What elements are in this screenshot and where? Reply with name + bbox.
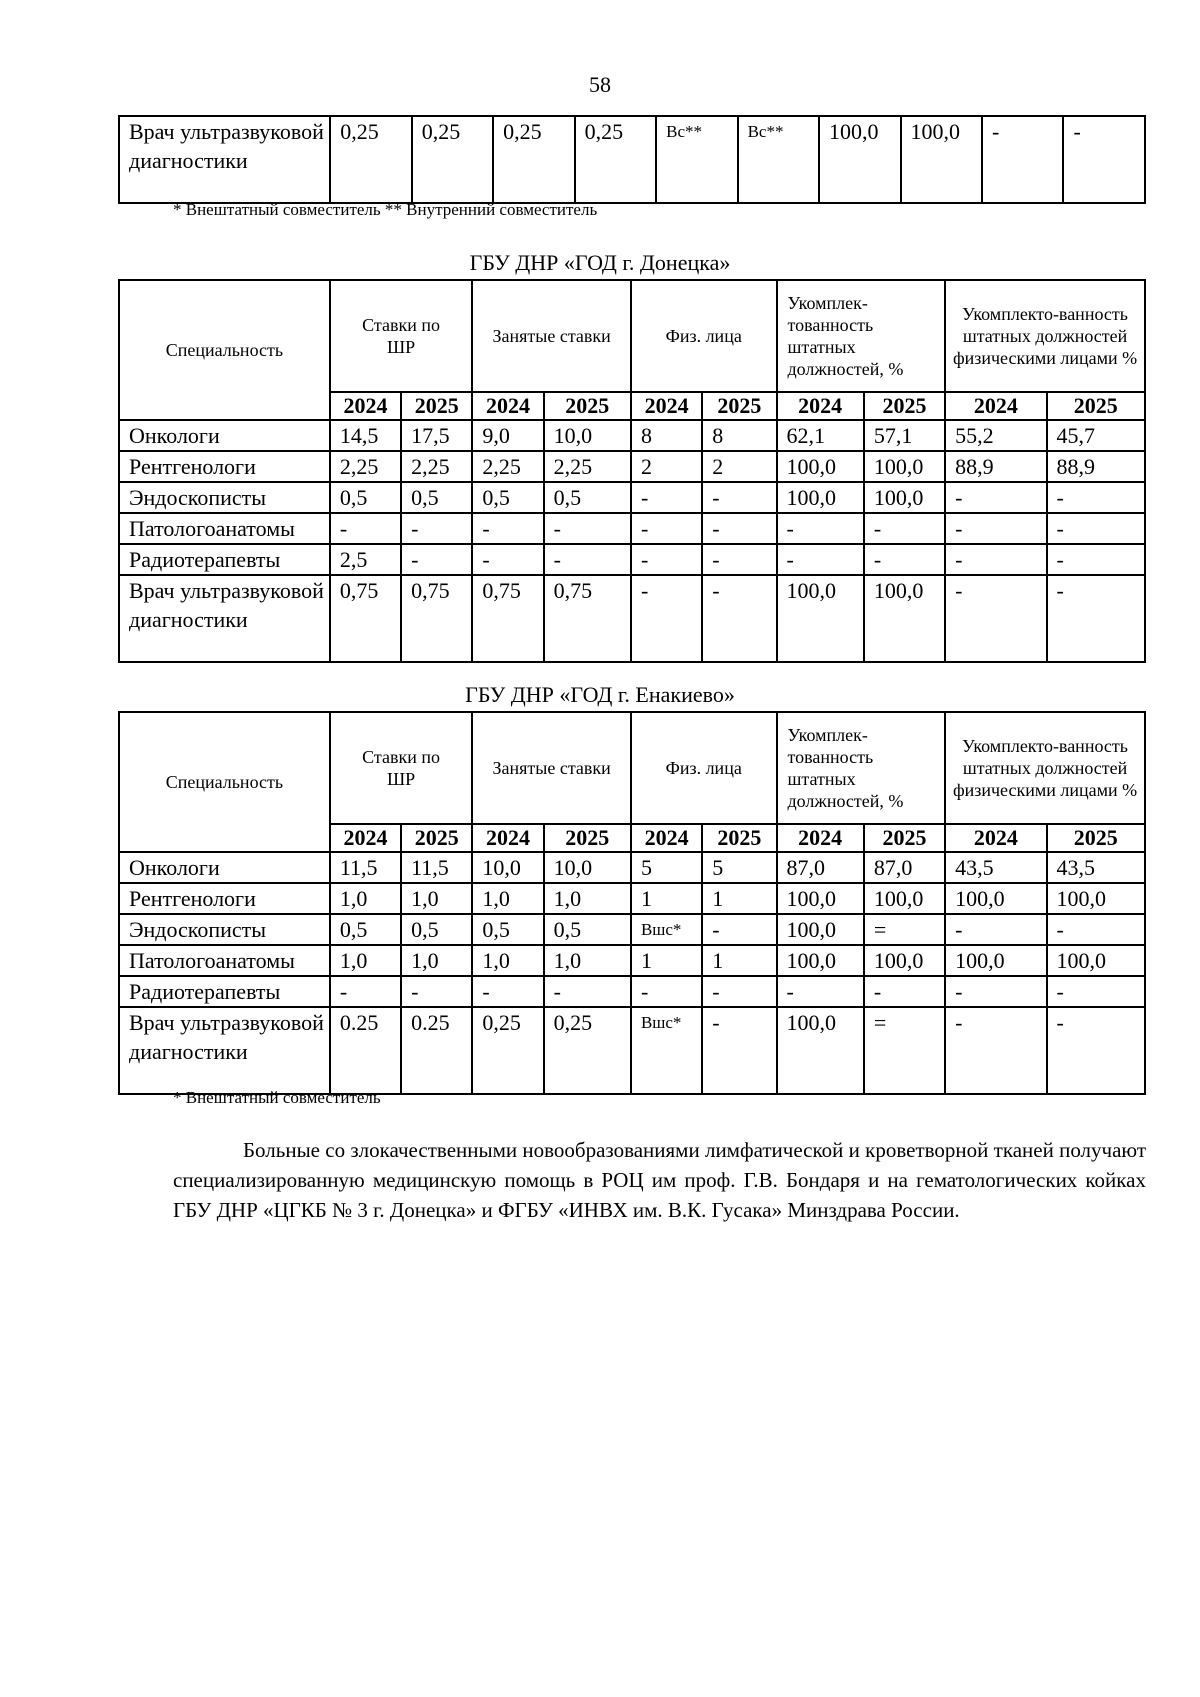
value-cell: 5	[631, 852, 702, 883]
top-table	[118, 115, 1146, 204]
specialty-header: Специальность	[119, 712, 330, 852]
value-cell: 2,25	[472, 451, 543, 482]
specialty-cell: Эндоскописты	[119, 914, 330, 945]
value-cell: -	[1047, 914, 1145, 945]
value-cell: 0,25	[493, 116, 574, 203]
specialty-cell: Врач ультразвуковой диагностики	[119, 116, 330, 203]
year-header: 2024	[472, 824, 543, 852]
value-cell: 100,0	[777, 451, 864, 482]
year-header: 2025	[1047, 392, 1145, 420]
year-header: 2025	[702, 392, 776, 420]
value-cell: -	[631, 482, 702, 513]
value-cell: -	[945, 544, 1046, 575]
value-cell: 100,0	[777, 482, 864, 513]
value-cell: 10,0	[544, 852, 631, 883]
occupied-header: Занятые ставки	[472, 712, 631, 824]
value-cell: 100,0	[777, 575, 864, 662]
value-cell: 0,25	[575, 116, 656, 203]
value-cell: -	[330, 976, 401, 1007]
specialty-cell: Эндоскописты	[119, 482, 330, 513]
table-row	[119, 482, 1145, 513]
value-cell: 2,25	[544, 451, 631, 482]
value-cell: -	[1047, 544, 1145, 575]
value-cell: 0,75	[544, 575, 631, 662]
value-cell: 100,0	[864, 482, 945, 513]
value-cell: -	[945, 914, 1046, 945]
year-header: 2024	[631, 824, 702, 852]
specialty-cell: Рентгенологи	[119, 883, 330, 914]
value-cell: 0,75	[330, 575, 401, 662]
year-header: 2024	[945, 824, 1046, 852]
value-cell: -	[1063, 116, 1145, 203]
value-cell: =	[864, 1007, 945, 1094]
value-cell: 87,0	[777, 852, 864, 883]
year-header: 2025	[864, 392, 945, 420]
value-cell: =	[864, 914, 945, 945]
specialty-cell: Рентгенологи	[119, 451, 330, 482]
value-cell: -	[702, 482, 776, 513]
value-cell: 100,0	[777, 914, 864, 945]
page-number: 58	[589, 72, 611, 97]
value-cell: 100,0	[1047, 883, 1145, 914]
value-cell: 100,0	[777, 1007, 864, 1094]
donetsk-table-body	[119, 280, 1145, 662]
value-cell: 0,25	[544, 1007, 631, 1094]
value-cell: -	[544, 513, 631, 544]
value-cell: -	[777, 976, 864, 1007]
table-row	[119, 883, 1145, 914]
value-cell: -	[864, 513, 945, 544]
value-cell: 2,25	[330, 451, 401, 482]
header-row	[119, 280, 1145, 392]
year-header: 2025	[544, 824, 631, 852]
value-cell: -	[864, 544, 945, 575]
value-cell: -	[982, 116, 1063, 203]
value-cell: 0.25	[401, 1007, 472, 1094]
value-cell: -	[472, 544, 543, 575]
table-row	[119, 575, 1145, 662]
year-header: 2025	[702, 824, 776, 852]
value-cell: 43,5	[1047, 852, 1145, 883]
enakievo-table	[118, 711, 1146, 1095]
table-row	[119, 976, 1145, 1007]
value-cell: 1	[702, 945, 776, 976]
year-header: 2025	[401, 824, 472, 852]
rates-header: Ставки по ШР	[330, 712, 473, 824]
value-cell: 5	[702, 852, 776, 883]
year-header: 2024	[472, 392, 543, 420]
value-cell: 0,25	[412, 116, 493, 203]
top-footnote: * Внештатный совместитель ** Внутренний совместитель	[173, 200, 598, 219]
body-paragraph-text: Больные со злокачественными новообразованиями лимфатической и кроветворной тканей получают специализированную медицинскую помощь в РОЦ им проф. Г.В. Бондаря и на гематологических койках ГБУ ДНР «ЦГКБ № 3 г. Донецка» и ФГБУ «ИНВХ им. В.К. Гусака» Минздрава России.	[173, 1138, 1146, 1222]
enakievo-table-title: ГБУ ДНР «ГОД г. Енакиево»	[465, 682, 735, 707]
value-cell: Вс**	[738, 116, 819, 203]
value-cell: 62,1	[777, 420, 864, 451]
value-cell: 1	[631, 945, 702, 976]
value-cell: -	[544, 544, 631, 575]
table-row	[119, 116, 1145, 203]
specialty-cell: Патологоанатомы	[119, 945, 330, 976]
value-cell: 55,2	[945, 420, 1046, 451]
value-cell: -	[777, 513, 864, 544]
value-cell: 8	[631, 420, 702, 451]
value-cell: 1,0	[401, 945, 472, 976]
specialty-cell: Радиотерапевты	[119, 976, 330, 1007]
value-cell: 100,0	[1047, 945, 1145, 976]
value-cell: 0,25	[330, 116, 411, 203]
value-cell: 1,0	[330, 883, 401, 914]
top-table-body	[119, 116, 1145, 203]
value-cell: -	[702, 544, 776, 575]
value-cell: 0,5	[401, 914, 472, 945]
value-cell: 1	[702, 883, 776, 914]
value-cell: 87,0	[864, 852, 945, 883]
value-cell: 2,5	[330, 544, 401, 575]
value-cell: Вс**	[656, 116, 737, 203]
year-header: 2024	[777, 392, 864, 420]
specialty-cell: Врач ультразвуковой диагностики	[119, 575, 330, 662]
value-cell: 0,5	[544, 914, 631, 945]
year-header: 2024	[631, 392, 702, 420]
value-cell: -	[631, 976, 702, 1007]
value-cell: 1,0	[472, 883, 543, 914]
value-cell: 100,0	[945, 945, 1046, 976]
table-row	[119, 1007, 1145, 1094]
value-cell: 11,5	[401, 852, 472, 883]
staffing-persons-header: Укомплекто-ванность штатных должностей физическими лицами %	[945, 712, 1145, 824]
value-cell: -	[702, 976, 776, 1007]
value-cell: -	[702, 1007, 776, 1094]
value-cell: 100,0	[864, 451, 945, 482]
year-header: 2024	[777, 824, 864, 852]
value-cell: 0,5	[330, 914, 401, 945]
value-cell: 1	[631, 883, 702, 914]
body-paragraph	[173, 1135, 1146, 1225]
value-cell: -	[945, 575, 1046, 662]
value-cell: -	[401, 976, 472, 1007]
value-cell: 2,25	[401, 451, 472, 482]
table-row	[119, 914, 1145, 945]
value-cell: 0,5	[330, 482, 401, 513]
value-cell: -	[702, 513, 776, 544]
value-cell: -	[864, 976, 945, 1007]
table-row	[119, 420, 1145, 451]
value-cell: 1,0	[330, 945, 401, 976]
value-cell: -	[1047, 976, 1145, 1007]
value-cell: 100,0	[777, 883, 864, 914]
value-cell: 100,0	[777, 945, 864, 976]
year-header: 2025	[401, 392, 472, 420]
value-cell: 11,5	[330, 852, 401, 883]
occupied-header: Занятые ставки	[472, 280, 631, 392]
year-header: 2025	[544, 392, 631, 420]
value-cell: -	[631, 513, 702, 544]
year-header: 2025	[1047, 824, 1145, 852]
value-cell: Вшс*	[631, 914, 702, 945]
value-cell: -	[1047, 1007, 1145, 1094]
staffing-persons-header: Укомплекто-ванность штатных должностей физическими лицами %	[945, 280, 1145, 392]
value-cell: 14,5	[330, 420, 401, 451]
donetsk-table	[118, 279, 1146, 663]
value-cell: -	[631, 575, 702, 662]
value-cell: -	[945, 1007, 1046, 1094]
value-cell: 0,75	[401, 575, 472, 662]
specialty-cell: Врач ультразвуковой диагностики	[119, 1007, 330, 1094]
year-header: 2025	[864, 824, 945, 852]
year-header: 2024	[945, 392, 1046, 420]
value-cell: Вшс*	[631, 1007, 702, 1094]
value-cell: 9,0	[472, 420, 543, 451]
persons-header: Физ. лица	[631, 712, 777, 824]
value-cell: -	[945, 482, 1046, 513]
value-cell: 45,7	[1047, 420, 1145, 451]
value-cell: -	[702, 575, 776, 662]
table-row	[119, 513, 1145, 544]
specialty-header: Специальность	[119, 280, 330, 420]
value-cell: 2	[631, 451, 702, 482]
value-cell: 43,5	[945, 852, 1046, 883]
value-cell: 2	[702, 451, 776, 482]
value-cell: 17,5	[401, 420, 472, 451]
table-row	[119, 451, 1145, 482]
value-cell: 100,0	[945, 883, 1046, 914]
value-cell: -	[401, 513, 472, 544]
value-cell: -	[631, 544, 702, 575]
enakievo-table-body	[119, 712, 1145, 1094]
value-cell: 1,0	[544, 945, 631, 976]
value-cell: -	[945, 976, 1046, 1007]
value-cell: 10,0	[472, 852, 543, 883]
specialty-cell: Онкологи	[119, 420, 330, 451]
header-row	[119, 712, 1145, 824]
value-cell: -	[330, 513, 401, 544]
specialty-cell: Патологоанатомы	[119, 513, 330, 544]
value-cell: -	[401, 544, 472, 575]
year-header: 2024	[330, 392, 401, 420]
value-cell: 1,0	[544, 883, 631, 914]
value-cell: -	[1047, 575, 1145, 662]
value-cell: 88,9	[1047, 451, 1145, 482]
value-cell: 0,75	[472, 575, 543, 662]
table-row	[119, 544, 1145, 575]
value-cell: 8	[702, 420, 776, 451]
year-header: 2024	[330, 824, 401, 852]
value-cell: 100,0	[864, 945, 945, 976]
donetsk-table-title: ГБУ ДНР «ГОД г. Донецка»	[469, 250, 731, 275]
bottom-footnote: * Внештатный совместитель	[173, 1088, 381, 1107]
value-cell: 88,9	[945, 451, 1046, 482]
value-cell: 0.25	[330, 1007, 401, 1094]
value-cell: 0,5	[472, 914, 543, 945]
value-cell: -	[702, 914, 776, 945]
value-cell: -	[1047, 482, 1145, 513]
staffing-header: Укомплек-тованность штатных должностей, %	[777, 280, 946, 392]
value-cell: -	[945, 513, 1046, 544]
specialty-cell: Радиотерапевты	[119, 544, 330, 575]
value-cell: 1,0	[401, 883, 472, 914]
value-cell: -	[1047, 513, 1145, 544]
staffing-header: Укомплек-тованность штатных должностей, %	[777, 712, 946, 824]
value-cell: 0,25	[472, 1007, 543, 1094]
value-cell: 100,0	[864, 883, 945, 914]
value-cell: -	[472, 513, 543, 544]
table-row	[119, 945, 1145, 976]
value-cell: 10,0	[544, 420, 631, 451]
value-cell: -	[472, 976, 543, 1007]
value-cell: -	[544, 976, 631, 1007]
rates-header: Ставки по ШР	[330, 280, 473, 392]
value-cell: 100,0	[819, 116, 900, 203]
value-cell: 1,0	[472, 945, 543, 976]
value-cell: 100,0	[901, 116, 982, 203]
value-cell: -	[777, 544, 864, 575]
specialty-cell: Онкологи	[119, 852, 330, 883]
value-cell: 0,5	[544, 482, 631, 513]
value-cell: 57,1	[864, 420, 945, 451]
value-cell: 0,5	[401, 482, 472, 513]
value-cell: 100,0	[864, 575, 945, 662]
table-row	[119, 852, 1145, 883]
persons-header: Физ. лица	[631, 280, 777, 392]
value-cell: 0,5	[472, 482, 543, 513]
